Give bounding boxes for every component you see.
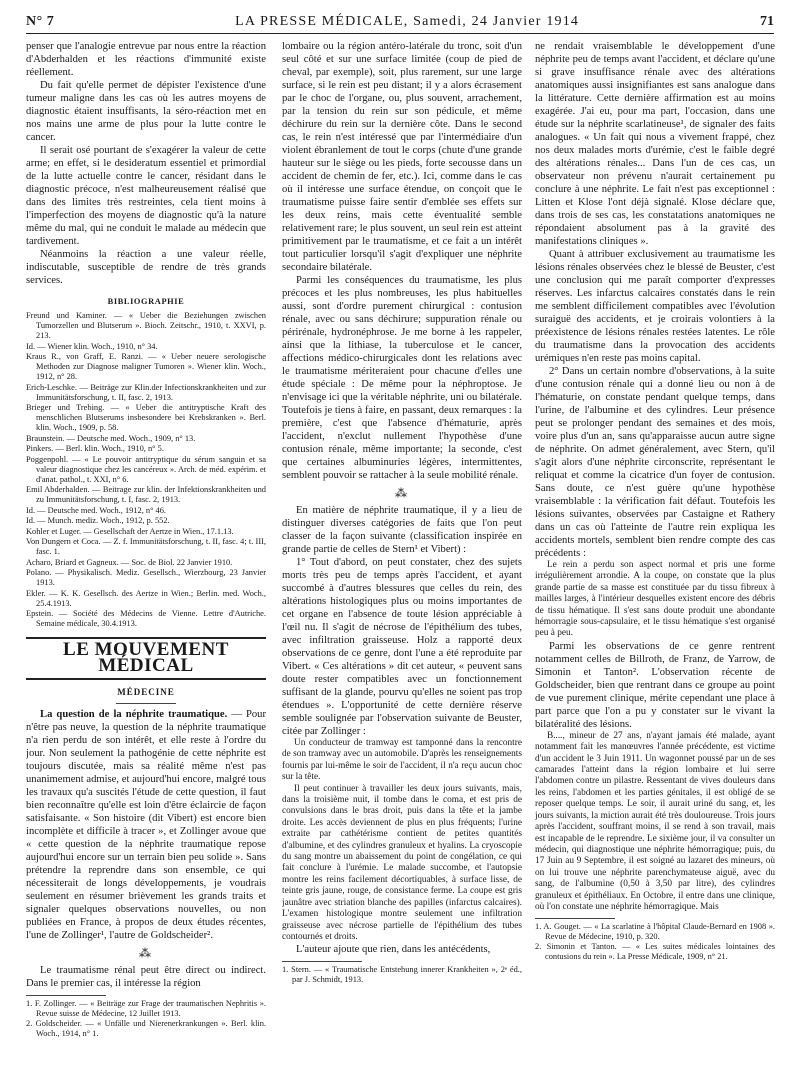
footnote: 1. A. Gouget. — « La scarlatine à l'hôpital Claude-Bernard en 1908 ». Revue de Médecine, 1910, p. 320.	[535, 922, 775, 942]
bibliography-entry: Erich-Leschke. — Beiträge zur Klin.der Infectionskrankheiten und zur Immunitätsforschung, t. II, fasc. 2, 1913.	[26, 382, 266, 402]
bibliography-heading: BIBLIOGRAPHIE	[107, 297, 185, 306]
col2-paragraph: En matière de néphrite traumatique, il y a lieu de distinguer diverses catégories de faits que l'on peut classer de la façon suivante (classification inspirée en grande partie de celles de Stern¹ et Vibert) :	[282, 505, 522, 555]
col3-paragraph: Parmi les observations de ce genre rentrent notamment celles de Billroth, de Franz, de Yarrow, de Simonin et Tanton². L'observation récente de Goldscheider, bien que rentrant dans ce groupe au point de vue purement clinique, mérite cependant une place à part parce que l'on a pu y constater sur le vivant la bilatéralité des lésions.	[535, 640, 775, 730]
bibliography-entry: Id. — Wiener klin. Woch., 1910, n° 34.	[26, 341, 158, 351]
article-title: La question de la néphrite traumatique.	[40, 709, 228, 720]
col1-paragraph: Le traumatisme rénal peut être direct ou indirect. Dans le premier cas, il intéresse la région	[26, 965, 266, 989]
footnote-rule	[26, 995, 106, 996]
col2-paragraph: 1° Tout d'abord, on peut constater, chez des sujets morts très peu de temps après l'accident, et ayant succombé à d'autres blessures que celles du rein, des altérations histologiques plus ou moins importantes de cet organe en l'absence de toute lésion appréciable à l'œil nu. Il s'agit de nécrose de l'épithélium des tubes, avec infiltration graisseuse. Holz a rapporté deux observations de ce genre, dont l'une a été reproduite par Vibert. « Ces altérations » dit cet auteur, « peuvent sans doute rester compatibles avec un fonctionnement suffisant de la glande, pourvu qu'elles ne soient pas trop étendues ». L'opportunité de cette dernière réserve semble soulignée par l'observation suivante de Beuster, citée par Zollinger :	[282, 557, 522, 737]
col3-paragraph: 2° Dans un certain nombre d'observations, à la suite d'une contusion rénale qui a donné lieu ou non à de l'hématurie, on constate pendant quelque temps, dans l'urine, de l'albumine et des cylindres. Leur présence peut se prolonger pendant des semaines et des mois, voire plus d'un an, sans qu'apparaisse aucun autre signe de néphrite. On admet généralement, avec Stern, qu'il s'agit alors d'une néphrite circonscrite, représentant le reliquat et comme la cicatrice d'un foyer de contusion. Sans doute, ce n'est guère qu'une hypothèse vraisemblable : la vérification fait défaut. Toutefois les lésions suivantes, observées par Castaigne et Rathery dans un cas où l'atteinte de l'autre rein expliqua les accidents mortels, semblent bien rendre compte des cas précédents :	[535, 366, 775, 559]
col3-paragraph: Quant à attribuer exclusivement au traumatisme les lésions rénales observées chez le blessé de Beuster, c'est une conclusion qui me paraît comporter d'expresses réserves. Les infarctus calcaires constatés dans le rein me semblent difficilement compatibles avec l'évolution suraiguë des accidents, et je croirais volontiers à la préexistence de lésions rénales restées latentes. Le rôle du traumatisme dans la provocation des accidents urémiques n'en reste pas moins capital.	[535, 249, 775, 364]
rubric-heading: MÉDECINE	[117, 687, 175, 697]
column-1	[26, 40, 266, 1076]
footnotes	[282, 965, 522, 985]
col1-paragraph: Néanmoins la réaction a une valeur réelle, indiscutable, susceptible de rendre de très grands services.	[26, 249, 266, 286]
col2-paragraph: lombaire ou la région antéro-latérale du tronc, soit d'un seul côté et sur une surface limitée (coup de pied de cheval, par exemple), soit, plus rarement, sur une large surface, si le rein est peu distant; il y a alors écrasement par le choc de l'organe, ou, plus souvent, arrachement, par la tension du rein sur son pédicule, et même déchirure du rein sur la dernière côte. Dans le second cas, le rein n'est intéressé que par l'intermédiaire d'un violent ébranlement de tout le corps (chute d'une grande hauteur sur le siège ou les pieds, forte secousse dans un accident de chemin de fer, etc.). Ici, comme dans le cas où il intéresse une surface étendue, on conçoit que le traumatisme puisse faire sentir d'emblée ses effets sur les deux reins, mais cette éventualité semble relativement rare; le plus souvent, un seul rein est atteint primitivement par le traumatisme, et ce fait a un intérêt tout particulier lorsqu'il s'agit d'expliquer une néphrite secondaire bilatérale.	[282, 41, 522, 273]
bibliography-entry: Kohler et Luger. — Gesellschaft der Aertze in Wien., 17.1.13.	[26, 526, 234, 536]
running-header	[26, 10, 774, 34]
bibliography-entry: Freund und Kaminer. — « Ueber die Beziehungen zwischen Tumorzellen und Blutserum ». Bioch. Zeitschr., 1910, t. XXVI, p. 213.	[26, 311, 266, 340]
quote-paragraph: Il peut continuer à travailler les deux jours suivants, mais, dans la troisième nuit, il tombe dans le coma, et est pris de convulsions dans le bras droit, puis dans la tête et la jambe droite. Les accès deviennent de plus en plus fréquents; l'urine extraite par cathétérisme contient de petites quantités d'albumine, et des cylindres granuleux et hyalins. La cryoscopie du sang montre un abaissement du point de congélation, ce qui fait conclure à l'urémie. Le malade succombe, et l'autopsie montre les reins facilement décortiquables, à surface lisse, de teinte gris jaune, rouge, de consistance ferme. La coupe est gris jaunâtre avec striation blanche des papilles (infarctus calcaires). L'examen histologique montre seulement une infiltration graisseuse avec nécrose partielle de l'épithélium des tubes contournés et droits.	[282, 783, 522, 942]
col2-paragraph: Parmi les conséquences du traumatisme, les plus précoces et les plus nombreuses, les plus habituelles aussi, sont d'ordre purement chirurgical : contusion rénale, avec ou sans déchirure; suppuration rénale ou périrénale, hydronéphrose. Je me borne à les rappeler, ainsi que la lithiase, la tuberculose et le cancer, affections médico-chirurgicales dont les relations avec le traumatisme mériteraient pour chacune d'elles une étude spéciale : De même pour la néphroptose. Je n'envisage ici que la véritable néphrite, uni ou bilatérale. Toutefois je tiens à faire, en passant, deux remarques : la première, c'est que l'absence d'hématurie, après l'accident, n'exclut nullement l'hypothèse d'une contusion rénale, même importante; la seconde, c'est que certaines albuminuries légères, intermittentes, semblent pouvoir se rattacher à la seule mobilité rénale.	[282, 275, 522, 481]
bibliography-entry: Von Dungern et Coca. — Z. f. Immunitätsforschung, t. II, fasc. 4; t. III, fasc. 1.	[26, 537, 266, 556]
case-quote	[535, 731, 775, 914]
footnotes	[26, 999, 266, 1039]
banner-title: LE MOUVEMENT MÉDICAL	[63, 639, 229, 676]
column-2	[282, 40, 522, 1076]
bibliography-entry: Ekler. — K. K. Gesellsch. des Aertze in Wien.; Berlin. med. Woch., 25.4.1913.	[26, 588, 266, 608]
bibliography-entry: Id. — Munch. mediz. Woch., 1912, p. 552.	[26, 516, 170, 525]
asterism-divider: ⁂	[395, 486, 409, 500]
col1-paragraph: Il serait osé pourtant de s'exagérer la valeur de cette arme; en effet, si le desideratum essentiel et primordial de la lutte actuelle contre le cancer, résidant dans le diagnostic précoce, n'est malheureusement réalisé que dans des limites très restreintes, cela tient moins à l'imperfection des moyens de diagnostic qu'à la nature même du mal, qui ne conduit le malade au médecin que tardivement.	[26, 145, 266, 247]
bibliography-entry: Epstein. — Société des Médecins de Vienne. Lettre d'Autriche. Semaine médicale, 30.4.1913.	[26, 609, 266, 628]
footnote: 1. Stern. — « Traumatische Entstehung innerer Krankheiten », 2ᵉ éd., par J. Schmidt, 1913.	[282, 965, 522, 985]
col2-paragraph: L'auteur ajoute que rien, dans les antécédents,	[296, 944, 491, 956]
footnote-rule	[282, 961, 362, 962]
quote-paragraph: B...., mineur de 27 ans, n'ayant jamais été malade, ayant notamment fait les manœuvres l'année précédente, est victime d'un accident le 3 Juin 1911. Un wagonnet poussé par un de ses camarades l'atteint dans la région lombaire et lui serre l'abdomen contre un pilastre. Ressentant de vives douleurs dans les reins, l'abdomen et les parties génitales, il est obligé de se reposer quelque temps. Le soir, il aurait uriné du sang, et, les jours suivants, la miction aurait été très douloureuse. Trois jours après l'accident, souffrant moins, il se rend à son travail, mais est incapable de le reprendre. Le sixième jour, il va consulter un médecin, qui diagnostique une néphrite hémorragique; puis, du 17 Juin au 9 Septembre, il est soigné au lazaret des mineurs, où on lui trouve une néphrite parenchymateuse aiguë, avec du sang, de l'albumine (0,50 à 3,50 par litre), des cylindres granuleux et épithéliaux. En Octobre, il entre dans une clinique, où l'on constate une néphrite hémorragique. Mais	[535, 730, 775, 912]
section-banner	[26, 637, 266, 680]
footnote: 1. F. Zollinger. — « Beiträge zur Frage der traumatischen Nephritis ». Revue suisse de Médecine, 12 Juillet 1913.	[26, 999, 266, 1018]
footnotes	[535, 922, 775, 962]
journal-title: LA PRESSE MÉDICALE, Samedi, 24 Janvier 1914	[235, 14, 580, 29]
page-number: 71	[759, 14, 774, 29]
bibliography-entry: Pinkers. — Berl. klin. Woch., 1910, n° 5.	[26, 444, 164, 453]
case-quote	[282, 738, 522, 943]
bibliography-entry: Braunstein. — Deutsche med. Woch., 1909, n° 13.	[26, 433, 196, 443]
footnote-rule	[535, 918, 615, 919]
bibliography-entry: Brieger und Trebing. — « Ueber die antitryptische Kraft des menschlichen Blutserums insbesondere bei Krebskranken ». Berl. klin. Woch., 1909, p. 58.	[26, 403, 266, 432]
bibliography-entry: Emil Abderhalden. — Beitrage zur klin. der Infektionskrankheiten und zu Immunitätsforschung, t. I, fasc. 2, 1913.	[26, 485, 266, 504]
bibliography-entry: Polano. — Physikalisch. Mediz. Gesellsch., Wierzbourg, 23 Janvier 1913.	[26, 568, 266, 587]
bibliography-entry: Id. — Deutsche med. Woch., 1912, n° 46.	[26, 505, 166, 515]
asterism-divider: ⁂	[139, 946, 153, 960]
bibliography-entry: Acharo, Briard et Gagneux. — Soc. de Biol. 22 Janvier 1910.	[26, 557, 233, 567]
quote-paragraph: Un conducteur de tramway est tamponné dans la rencontre de son tramway avec un automobile. D'après les renseignements fournis par lui-même le soir de l'accident, il n'a reçu aucun choc sur la tête.	[282, 738, 522, 783]
col1-paragraph: Du fait qu'elle permet de dépister l'existence d'une tumeur maligne dans les cas où les autres moyens de diagnostic étaient insuffisants, la séro-réaction met en nos mains une arme de plus pour la lutte contre le cancer.	[26, 80, 266, 143]
quote-paragraph: Le rein a perdu son aspect normal et pris une forme irrégulièrement arrondie. A la coupe, on constate que la plus grande partie de sa masse est constituée par du tissu fibreux à mailles larges, à l'intérieur desquelles existent encore des débris de tissu hématique. Il s'est sans doute produit une abondante hémorragie sous-capsulaire, et le tissu hématique s'est organisé peu à peu.	[535, 560, 775, 639]
column-3	[535, 40, 775, 1076]
col1-paragraph: penser que l'analogie entrevue par nous entre la réaction d'Abderhalden et les réactions d'immunité existe réellement.	[26, 41, 266, 78]
footnote: 2. Goldscheider. — « Unfälle und Nierenerkrankungen ». Berl. klin. Woch., 1914, n° 1.	[26, 1019, 266, 1038]
bibliography-entry: Kraus R., von Graff, E. Ranzi. — « Ueber neuere serologische Methoden zur Diagnose maligner Tumoren ». Wiener klin. Woch., 1912, n° 28.	[26, 352, 266, 381]
rubric-divider	[116, 703, 176, 704]
bibliography-list	[26, 311, 266, 629]
bibliography-entry: Poggenpohl. — « Le pouvoir antitryptique du sérum sanguin et sa valeur diagnostique chez les cancéreux ». Arch. de méd. expérim. et d'anat. pathol., t. XXI, n° 6.	[26, 454, 266, 484]
case-quote	[535, 560, 775, 640]
col3-paragraph: ne rendait vraisemblable le développement d'une néphrite peu de temps avant l'accident, et déclare qu'une si grave insuffisance rénale avec des altérations anatomiques aussi insignifiantes est sans analogue dans la littérature. Cette dernière affirmation est au moins exagérée. J'ai eu, pour ma part, l'occasion, dans une étude sur la néphrite scarlatineuse¹, de signaler des faits analogues. « Un fait qui nous a vivement frappé, chez nos deux malades morts d'urémie, c'est le faible degré des altérations rénales... Dans l'un de ces cas, un observateur non prévenu n'aurait certainement pu conclure à une néphrite. Le fait n'est pas exceptionnel : Litten et Klose l'ont déjà signalé. Klose déclare que, dans trois de ses cas, les constatations anatomiques ne répondaient absolument pas à la gravité des manifestations cliniques ».	[535, 41, 775, 247]
col1-article-paragraph	[26, 708, 266, 942]
article-lead: — Pour n'être pas neuve, la question de la néphrite traumatique n'a rien perdu de son intérêt, et elle reste à l'ordre du jour. Non seulement la pathogénie de cette néphrite est toujours discutée, mais sa réalité même n'est pas unanimement admise, et aujourd'hui encore, malgré tous les travaux qu'a suscités l'étude de cette question, il faut bien reconnaître qu'elle est loin d'être éclaircie de façon satisfaisante. « Son histoire (dit Vibert) est encore bien incomplète et difficile à tracer », et Zollinger avoue que « cette question de la néphrite traumatique repose aujourd'hui encore sur un terrain bien peu solide ». Sans prétendre la reprendre dans son ensemble, ce qui nécessiterait de longs développements, je voudrais seulement en résumer brièvement les grands traits et signaler quelques observations nouvelles, ou non publiées en France, à propos de deux études récentes, l'une de Zollinger¹, l'autre de Goldscheider².	[26, 709, 266, 941]
footnote: 2. Simonin et Tanton. — « Les suites médicales lointaines des contusions du rein ». La Presse Médicale, 1909, n° 21.	[535, 942, 775, 962]
issue-number: N° 7	[26, 14, 55, 29]
